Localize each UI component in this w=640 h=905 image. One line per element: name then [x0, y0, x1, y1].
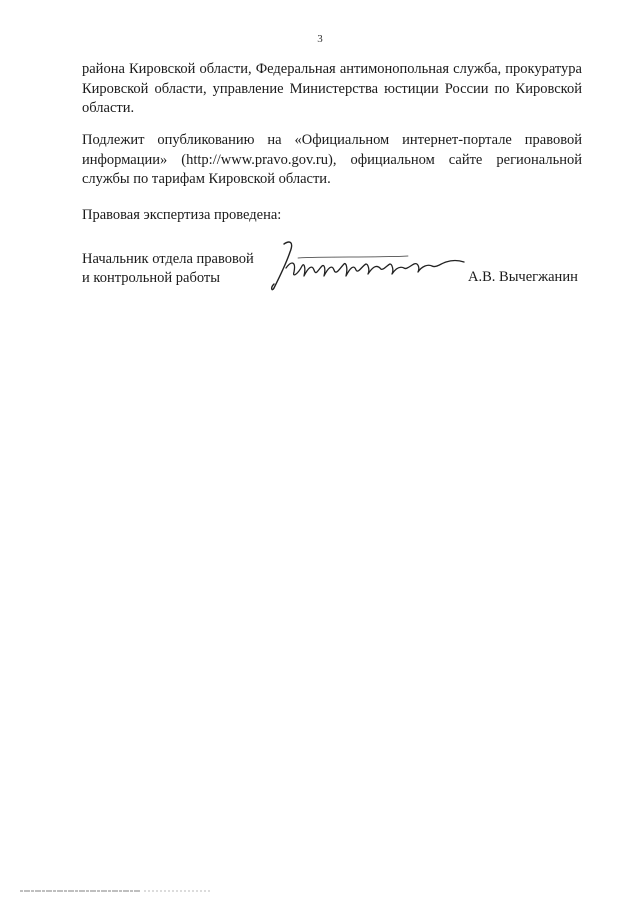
- signer-name: А.В. Вычегжанин: [468, 269, 578, 285]
- paragraph-recipients: района Кировской области, Федеральная антимонопольная служба, прокуратура Кировской области, управление Министерства юстиции России по Кировской области.: [82, 61, 582, 116]
- signer-position-line-1: Начальник отдела правовой: [82, 251, 254, 267]
- footer-rule: [20, 888, 210, 894]
- signer-position-line-2: и контрольной работы: [82, 270, 220, 286]
- paragraph-publication: Подлежит опубликованию на «Официальном интернет-портале правовой информации» (http://www.pravo.gov.ru), официальном сайте региональной службы по тарифам Кировской области.: [82, 132, 582, 187]
- handwritten-signature: [268, 238, 466, 294]
- page-number: 3: [317, 33, 323, 45]
- paragraph-legal-review: Правовая экспертиза проведена:: [82, 207, 282, 223]
- signer-position: [82, 250, 254, 288]
